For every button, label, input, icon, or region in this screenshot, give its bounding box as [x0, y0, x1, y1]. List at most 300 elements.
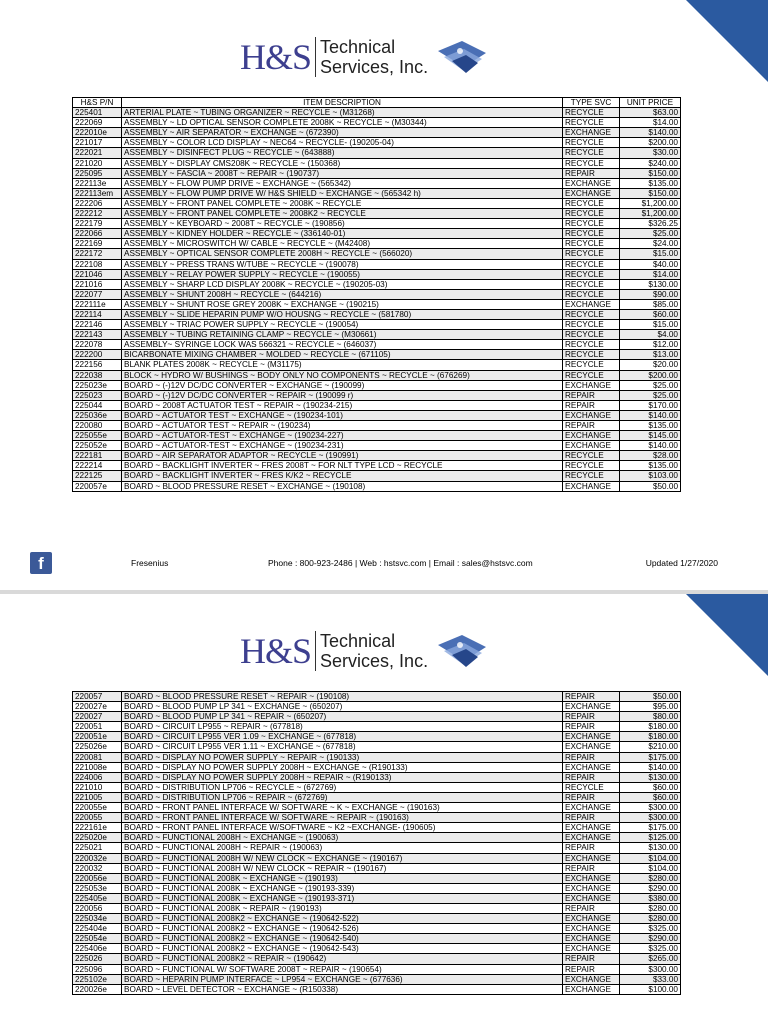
table-row	[73, 692, 681, 702]
table-row	[73, 893, 681, 903]
cell-description: BICARBONATE MIXING CHAMBER ~ MOLDED ~ RECYCLE ~ (671105)	[122, 350, 563, 360]
cell-price: $150.00	[620, 168, 681, 178]
table-row	[73, 340, 681, 350]
cell-type: RECYCLE	[563, 340, 620, 350]
cell-description: BOARD ~ FUNCTIONAL 2008H ~ REPAIR ~ (190063)	[122, 843, 563, 853]
cell-type: RECYCLE	[563, 108, 620, 118]
cell-price: $24.00	[620, 239, 681, 249]
cell-pn: 222214	[73, 461, 122, 471]
cell-pn: 222181	[73, 451, 122, 461]
table-row	[73, 954, 681, 964]
cell-type: REPAIR	[563, 964, 620, 974]
cell-pn: 222156	[73, 360, 122, 370]
table-row	[73, 330, 681, 340]
cell-price: $90.00	[620, 289, 681, 299]
cell-type: EXCHANGE	[563, 803, 620, 813]
cell-type: REPAIR	[563, 843, 620, 853]
table-row	[73, 471, 681, 481]
cell-description: BOARD ~ FUNCTIONAL 2008H W/ NEW CLOCK ~ REPAIR ~ (190167)	[122, 863, 563, 873]
page-footer	[0, 556, 768, 574]
cell-price: $130.00	[620, 279, 681, 289]
cell-type: REPAIR	[563, 390, 620, 400]
cell-pn: 225405e	[73, 893, 122, 903]
cell-pn: 225053e	[73, 883, 122, 893]
cell-description: ASSEMBLY ~ FRONT PANEL COMPLETE ~ 2008K2 ~ RECYCLE	[122, 209, 563, 219]
table-row	[73, 792, 681, 802]
logo-text	[320, 631, 428, 671]
cell-description: ASSEMBLY ~ DISPLAY CMS208K ~ RECYCLE ~ (150368)	[122, 158, 563, 168]
table-row	[73, 178, 681, 188]
cell-price: $103.00	[620, 471, 681, 481]
cell-type: EXCHANGE	[563, 853, 620, 863]
cell-description: ASSEMBLY ~ MICROSWITCH W/ CABLE ~ RECYCLE ~ (M42408)	[122, 239, 563, 249]
table-row	[73, 914, 681, 924]
cell-pn: 225102e	[73, 974, 122, 984]
table-row	[73, 138, 681, 148]
cell-description: ASSEMBLY ~ KIDNEY HOLDER ~ RECYCLE ~ (336140-01)	[122, 229, 563, 239]
cell-description: BOARD ~ ACTUATOR TEST ~ EXCHANGE ~ (190234-101)	[122, 410, 563, 420]
cell-description: BOARD ~ ACTUATOR TEST ~ REPAIR ~ (190234)	[122, 421, 563, 431]
cell-type: RECYCLE	[563, 229, 620, 239]
logo-line1: Technical	[320, 631, 396, 651]
logo-line1: Technical	[320, 37, 396, 57]
cell-type: EXCHANGE	[563, 762, 620, 772]
cell-price: $1,200.00	[620, 198, 681, 208]
cell-description: ASSEMBLY ~ SHUNT 2008H ~ RECYCLE ~ (644216)	[122, 289, 563, 299]
table-row	[73, 712, 681, 722]
cell-type: RECYCLE	[563, 320, 620, 330]
cell-pn: 220027e	[73, 702, 122, 712]
cell-pn: 220056	[73, 903, 122, 913]
table-row	[73, 934, 681, 944]
table-body-page-2	[73, 692, 681, 995]
table-row	[73, 742, 681, 752]
cell-description: BOARD ~ FRONT PANEL INTERFACE W/ SOFTWARE ~ REPAIR ~ (190163)	[122, 813, 563, 823]
cell-price: $280.00	[620, 873, 681, 883]
table-row	[73, 198, 681, 208]
cell-description: ASSEMBLY ~ KEYBOARD ~ 2008T ~ RECYCLE ~ (190856)	[122, 219, 563, 229]
cell-price: $60.00	[620, 792, 681, 802]
table-row	[73, 722, 681, 732]
cell-description: BOARD ~ CIRCUIT LP955 ~ REPAIR ~ (677818)	[122, 722, 563, 732]
cell-type: REPAIR	[563, 903, 620, 913]
cell-pn: 222066	[73, 229, 122, 239]
table-row	[73, 924, 681, 934]
cell-description: BOARD ~ LEVEL DETECTOR ~ EXCHANGE ~ (R150338)	[122, 984, 563, 994]
cell-description: BOARD ~ ACTUATOR-TEST ~ EXCHANGE ~ (190234-231)	[122, 441, 563, 451]
cell-description: BOARD ~ FRONT PANEL INTERFACE W/ SOFTWARE ~ K ~ EXCHANGE ~ (190163)	[122, 803, 563, 813]
cell-description: ASSEMBLY ~ TRIAC POWER SUPPLY ~ RECYCLE ~ (190054)	[122, 320, 563, 330]
cell-pn: 220056e	[73, 873, 122, 883]
cell-description: BOARD ~ HEPARIN PUMP INTERFACE ~ LP954 ~ EXCHANGE ~ (677636)	[122, 974, 563, 984]
cell-pn: 220055e	[73, 803, 122, 813]
cell-pn: 225052e	[73, 441, 122, 451]
cell-pn: 225406e	[73, 944, 122, 954]
cell-type: EXCHANGE	[563, 188, 620, 198]
cell-type: REPAIR	[563, 400, 620, 410]
cell-type: EXCHANGE	[563, 702, 620, 712]
cell-pn: 225026	[73, 954, 122, 964]
cell-type: EXCHANGE	[563, 883, 620, 893]
cell-price: $200.00	[620, 370, 681, 380]
cell-type: EXCHANGE	[563, 299, 620, 309]
cell-price: $290.00	[620, 934, 681, 944]
logo-text	[320, 37, 428, 77]
cell-description: BOARD ~ BACKLIGHT INVERTER ~ FRES K/K2 ~ RECYCLE	[122, 471, 563, 481]
cell-price: $50.00	[620, 481, 681, 491]
cell-price: $85.00	[620, 299, 681, 309]
table-header-row	[73, 98, 681, 108]
table-row	[73, 421, 681, 431]
price-table-page-1	[72, 97, 681, 492]
cell-pn: 225021	[73, 843, 122, 853]
cell-pn: 222113em	[73, 188, 122, 198]
cell-type: RECYCLE	[563, 309, 620, 319]
cell-description: BOARD ~ BLOOD PUMP LP 341 ~ EXCHANGE ~ (650207)	[122, 702, 563, 712]
logo-graphic-icon	[434, 37, 490, 77]
cell-pn: 220081	[73, 752, 122, 762]
cell-price: $14.00	[620, 269, 681, 279]
cell-description: BOARD ~ FUNCTIONAL 2008K ~ EXCHANGE ~ (190193)	[122, 873, 563, 883]
cell-description: BOARD ~ DISPLAY NO POWER SUPPLY 2008H ~ EXCHANGE ~ (R190133)	[122, 762, 563, 772]
cell-price: $60.00	[620, 309, 681, 319]
cell-pn: 222200	[73, 350, 122, 360]
cell-pn: 221010	[73, 782, 122, 792]
cell-type: RECYCLE	[563, 370, 620, 380]
cell-type: EXCHANGE	[563, 410, 620, 420]
cell-price: $125.00	[620, 833, 681, 843]
cell-description: ASSEMBLY~ SYRINGE LOCK WAS 566321 ~ RECYCLE ~ (646037)	[122, 340, 563, 350]
cell-price: $140.00	[620, 762, 681, 772]
table-row	[73, 903, 681, 913]
cell-description: BOARD ~ DISPLAY NO POWER SUPPLY 2008H ~ REPAIR ~ (R190133)	[122, 772, 563, 782]
cell-pn: 222078	[73, 340, 122, 350]
cell-type: REPAIR	[563, 813, 620, 823]
cell-price: $135.00	[620, 178, 681, 188]
cell-pn: 225054e	[73, 934, 122, 944]
table-row	[73, 843, 681, 853]
cell-pn: 225020e	[73, 833, 122, 843]
table-row	[73, 168, 681, 178]
cell-description: ASSEMBLY ~ AIR SEPARATOR ~ EXCHANGE ~ (672390)	[122, 128, 563, 138]
cell-description: BOARD ~ FUNCTIONAL 2008K ~ REPAIR ~ (190193)	[122, 903, 563, 913]
cell-price: $290.00	[620, 883, 681, 893]
cell-type: EXCHANGE	[563, 974, 620, 984]
cell-pn: 222146	[73, 320, 122, 330]
cell-pn: 222111e	[73, 299, 122, 309]
cell-type: EXCHANGE	[563, 833, 620, 843]
cell-pn: 225404e	[73, 924, 122, 934]
table-row	[73, 702, 681, 712]
table-body-page-1	[73, 108, 681, 492]
cell-description: ASSEMBLY ~ FLOW PUMP DRIVE ~ EXCHANGE ~ (565342)	[122, 178, 563, 188]
cell-price: $175.00	[620, 823, 681, 833]
cell-pn: 222114	[73, 309, 122, 319]
cell-description: BOARD ~ (-)12V DC/DC CONVERTER ~ EXCHANGE ~ (190099)	[122, 380, 563, 390]
cell-type: REPAIR	[563, 712, 620, 722]
table-row	[73, 782, 681, 792]
cell-price: $210.00	[620, 742, 681, 752]
cell-type: RECYCLE	[563, 269, 620, 279]
table-row	[73, 128, 681, 138]
header-price: UNIT PRICE	[620, 98, 681, 108]
footer-company: Fresenius	[131, 558, 169, 568]
cell-pn: 222069	[73, 118, 122, 128]
cell-description: BLANK PLATES 2008K ~ RECYCLE ~ (M31175)	[122, 360, 563, 370]
cell-pn: 222212	[73, 209, 122, 219]
cell-type: RECYCLE	[563, 782, 620, 792]
cell-description: BOARD ~ FUNCTIONAL 2008K2 ~ EXCHANGE ~ (190642-522)	[122, 914, 563, 924]
cell-description: ASSEMBLY ~ SHUNT ROSE GREY 2008K ~ EXCHANGE ~ (190215)	[122, 299, 563, 309]
logo-hs: H&S	[240, 37, 312, 77]
cell-type: EXCHANGE	[563, 924, 620, 934]
table-row	[73, 441, 681, 451]
cell-pn: 220051e	[73, 732, 122, 742]
cell-pn: 224006	[73, 772, 122, 782]
cell-price: $100.00	[620, 984, 681, 994]
table-row	[73, 772, 681, 782]
cell-description: ASSEMBLY ~ SLIDE HEPARIN PUMP W/O HOUSNG ~ RECYCLE ~ (581780)	[122, 309, 563, 319]
cell-pn: 225096	[73, 964, 122, 974]
cell-price: $80.00	[620, 712, 681, 722]
cell-type: RECYCLE	[563, 451, 620, 461]
cell-pn: 222077	[73, 289, 122, 299]
table-row	[73, 762, 681, 772]
cell-pn: 222108	[73, 259, 122, 269]
cell-price: $175.00	[620, 752, 681, 762]
table-row	[73, 360, 681, 370]
cell-pn: 222125	[73, 471, 122, 481]
cell-description: ASSEMBLY ~ PRESS TRANS W/TUBE ~ RECYCLE ~ (190078)	[122, 259, 563, 269]
cell-pn: 221005	[73, 792, 122, 802]
table-row	[73, 752, 681, 762]
cell-price: $15.00	[620, 320, 681, 330]
cell-price: $140.00	[620, 128, 681, 138]
cell-price: $30.00	[620, 148, 681, 158]
cell-pn: 222161e	[73, 823, 122, 833]
cell-type: RECYCLE	[563, 158, 620, 168]
logo-graphic-icon	[434, 631, 490, 671]
cell-price: $240.00	[620, 158, 681, 168]
logo-hs: H&S	[240, 631, 312, 671]
cell-type: EXCHANGE	[563, 380, 620, 390]
table-row	[73, 481, 681, 491]
cell-price: $25.00	[620, 229, 681, 239]
cell-price: $50.00	[620, 692, 681, 702]
cell-price: $300.00	[620, 813, 681, 823]
cell-pn: 222172	[73, 249, 122, 259]
cell-type: EXCHANGE	[563, 914, 620, 924]
cell-pn: 220051	[73, 722, 122, 732]
cell-type: REPAIR	[563, 792, 620, 802]
cell-price: $300.00	[620, 964, 681, 974]
cell-description: BOARD ~ FUNCTIONAL 2008K2 ~ REPAIR ~ (190642)	[122, 954, 563, 964]
cell-price: $180.00	[620, 722, 681, 732]
table-row	[73, 853, 681, 863]
cell-pn: 220057e	[73, 481, 122, 491]
cell-price: $300.00	[620, 803, 681, 813]
cell-price: $33.00	[620, 974, 681, 984]
cell-price: $25.00	[620, 390, 681, 400]
company-logo	[240, 34, 490, 80]
cell-type: RECYCLE	[563, 350, 620, 360]
cell-type: RECYCLE	[563, 360, 620, 370]
table-row	[73, 158, 681, 168]
table-row	[73, 732, 681, 742]
table-row	[73, 380, 681, 390]
cell-type: EXCHANGE	[563, 823, 620, 833]
table-row	[73, 803, 681, 813]
cell-type: EXCHANGE	[563, 934, 620, 944]
cell-price: $325.00	[620, 924, 681, 934]
cell-price: $15.00	[620, 249, 681, 259]
table-row	[73, 974, 681, 984]
table-row	[73, 370, 681, 380]
cell-pn: 222179	[73, 219, 122, 229]
cell-description: BOARD ~ (-)12V DC/DC CONVERTER ~ REPAIR ~ (190099 r)	[122, 390, 563, 400]
footer-updated: Updated 1/27/2020	[645, 558, 718, 568]
table-row	[73, 964, 681, 974]
cell-description: ASSEMBLY ~ FLOW PUMP DRIVE W/ H&S SHIELD ~ EXCHANGE ~ (565342 h)	[122, 188, 563, 198]
cell-type: RECYCLE	[563, 289, 620, 299]
table-row	[73, 289, 681, 299]
cell-type: RECYCLE	[563, 259, 620, 269]
table-row	[73, 823, 681, 833]
cell-description: BOARD ~ BLOOD PRESSURE RESET ~ EXCHANGE ~ (190108)	[122, 481, 563, 491]
table-row	[73, 259, 681, 269]
table-row	[73, 410, 681, 420]
cell-price: $104.00	[620, 853, 681, 863]
table-row	[73, 431, 681, 441]
cell-type: RECYCLE	[563, 118, 620, 128]
table-row	[73, 320, 681, 330]
cell-pn: 220032	[73, 863, 122, 873]
cell-pn: 225055e	[73, 431, 122, 441]
table-row	[73, 229, 681, 239]
cell-description: BOARD ~ BLOOD PUMP LP 341 ~ REPAIR ~ (650207)	[122, 712, 563, 722]
cell-description: BOARD ~ BACKLIGHT INVERTER ~ FRES 2008T ~ FOR NLT TYPE LCD ~ RECYCLE	[122, 461, 563, 471]
table-row	[73, 309, 681, 319]
cell-pn: 222206	[73, 198, 122, 208]
cell-description: BOARD ~ FUNCTIONAL 2008K2 ~ EXCHANGE ~ (190642-540)	[122, 934, 563, 944]
cell-pn: 220080	[73, 421, 122, 431]
cell-type: EXCHANGE	[563, 128, 620, 138]
corner-triangle	[686, 0, 768, 82]
cell-description: ASSEMBLY ~ DISINFECT PLUG ~ RECYCLE ~ (643888)	[122, 148, 563, 158]
cell-type: EXCHANGE	[563, 984, 620, 994]
cell-type: REPAIR	[563, 954, 620, 964]
cell-description: ASSEMBLY ~ FRONT PANEL COMPLETE ~ 2008K ~ RECYCLE	[122, 198, 563, 208]
cell-price: $60.00	[620, 782, 681, 792]
logo-divider	[315, 631, 316, 671]
cell-type: REPAIR	[563, 168, 620, 178]
cell-type: EXCHANGE	[563, 441, 620, 451]
cell-pn: 221008e	[73, 762, 122, 772]
cell-pn: 220026e	[73, 984, 122, 994]
header-description: ITEM DESCRIPTION	[122, 98, 563, 108]
cell-description: ASSEMBLY ~ COLOR LCD DISPLAY ~ NEC64 ~ RECYCLE- (190205-04)	[122, 138, 563, 148]
cell-description: BOARD ~ AIR SEPARATOR ADAPTOR ~ RECYCLE ~ (190991)	[122, 451, 563, 461]
cell-price: $326.25	[620, 219, 681, 229]
cell-type: RECYCLE	[563, 148, 620, 158]
cell-description: ASSEMBLY ~ RELAY POWER SUPPLY ~ RECYCLE ~ (190055)	[122, 269, 563, 279]
cell-description: BLOCK ~ HYDRO W/ BUSHINGS ~ BODY ONLY NO COMPONENTS ~ RECYCLE ~ (676269)	[122, 370, 563, 380]
cell-price: $380.00	[620, 893, 681, 903]
cell-pn: 221046	[73, 269, 122, 279]
table-row	[73, 279, 681, 289]
table-row	[73, 118, 681, 128]
logo-line2: Services, Inc.	[320, 651, 429, 671]
table-row	[73, 299, 681, 309]
cell-price: $130.00	[620, 772, 681, 782]
cell-pn: 220057	[73, 692, 122, 702]
cell-type: REPAIR	[563, 752, 620, 762]
logo-divider	[315, 37, 316, 77]
cell-price: $13.00	[620, 350, 681, 360]
cell-type: REPAIR	[563, 692, 620, 702]
cell-price: $170.00	[620, 400, 681, 410]
cell-pn: 225023	[73, 390, 122, 400]
table-row	[73, 883, 681, 893]
table-row	[73, 188, 681, 198]
table-row	[73, 350, 681, 360]
cell-type: RECYCLE	[563, 198, 620, 208]
table-row	[73, 209, 681, 219]
cell-price: $28.00	[620, 451, 681, 461]
cell-price: $200.00	[620, 138, 681, 148]
cell-description: BOARD ~ FUNCTIONAL 2008H ~ EXCHANGE ~ (190063)	[122, 833, 563, 843]
cell-price: $140.00	[620, 410, 681, 420]
cell-description: BOARD ~ FUNCTIONAL 2008K ~ EXCHANGE ~ (190193-371)	[122, 893, 563, 903]
cell-price: $25.00	[620, 380, 681, 390]
cell-description: ASSEMBLY ~ OPTICAL SENSOR COMPLETE 2008H ~ RECYCLE ~ (566020)	[122, 249, 563, 259]
cell-pn: 222113e	[73, 178, 122, 188]
cell-type: EXCHANGE	[563, 431, 620, 441]
cell-pn: 221016	[73, 279, 122, 289]
cell-price: $4.00	[620, 330, 681, 340]
table-row	[73, 813, 681, 823]
table-row	[73, 873, 681, 883]
cell-type: RECYCLE	[563, 138, 620, 148]
table-row	[73, 863, 681, 873]
cell-pn: 225026e	[73, 742, 122, 752]
facebook-icon[interactable]: f	[30, 552, 52, 574]
table-row	[73, 944, 681, 954]
table-row	[73, 219, 681, 229]
cell-description: BOARD ~ FUNCTIONAL 2008K2 ~ EXCHANGE ~ (190642-543)	[122, 944, 563, 954]
cell-price: $280.00	[620, 914, 681, 924]
cell-description: ASSEMBLY ~ LD OPTICAL SENSOR COMPLETE 2008K ~ RECYCLE ~ (M30344)	[122, 118, 563, 128]
cell-pn: 225044	[73, 400, 122, 410]
table-row	[73, 984, 681, 994]
cell-price: $145.00	[620, 431, 681, 441]
cell-description: BOARD ~ CIRCUIT LP955 VER 1.09 ~ EXCHANGE ~ (677818)	[122, 732, 563, 742]
cell-type: EXCHANGE	[563, 944, 620, 954]
cell-pn: 222021	[73, 148, 122, 158]
cell-description: BOARD ~ FRONT PANEL INTERFACE W/SOFTWARE ~ K2 ~EXCHANGE- (190605)	[122, 823, 563, 833]
cell-type: EXCHANGE	[563, 873, 620, 883]
cell-description: ASSEMBLY ~ FASCIA ~ 2008T ~ REPAIR ~ (190737)	[122, 168, 563, 178]
cell-description: ASSEMBLY ~ TUBING RETAINING CLAMP ~ RECYCLE ~ (M30661)	[122, 330, 563, 340]
cell-description: BOARD ~ FUNCTIONAL 2008K2 ~ EXCHANGE ~ (190642-526)	[122, 924, 563, 934]
cell-price: $150.00	[620, 188, 681, 198]
cell-pn: 222038	[73, 370, 122, 380]
cell-type: EXCHANGE	[563, 481, 620, 491]
cell-pn: 220032e	[73, 853, 122, 863]
company-logo	[240, 628, 490, 674]
cell-type: EXCHANGE	[563, 732, 620, 742]
header-pn: H&S P/N	[73, 98, 122, 108]
